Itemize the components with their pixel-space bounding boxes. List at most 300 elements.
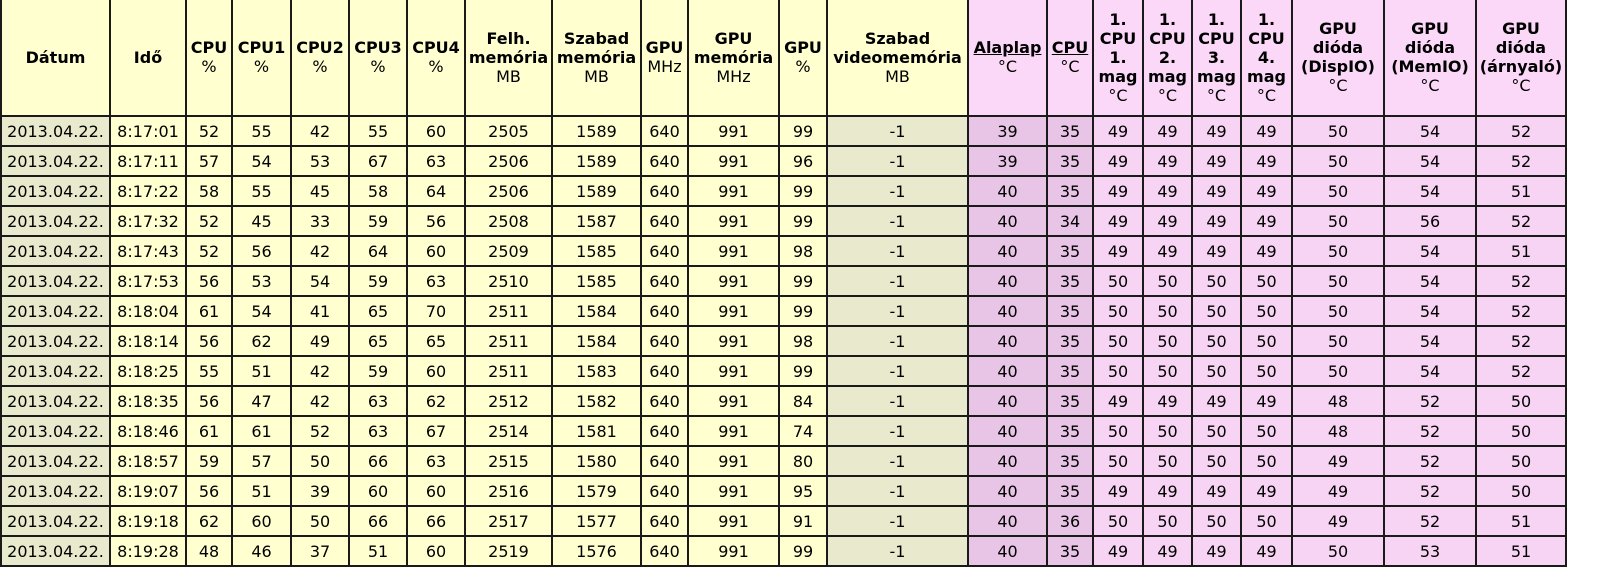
table-cell: 99 [779, 206, 827, 236]
table-cell: 640 [641, 416, 688, 446]
table-cell: 65 [349, 326, 407, 356]
table-cell: 48 [1292, 416, 1384, 446]
table-cell: 52 [1384, 506, 1476, 536]
table-cell: 991 [688, 296, 779, 326]
table-cell: 2516 [465, 476, 552, 506]
table-row [1, 206, 1566, 236]
table-row [1, 266, 1566, 296]
column-header-line: mag [1098, 66, 1138, 86]
table-cell: -1 [827, 536, 968, 566]
table-cell: 50 [1192, 506, 1241, 536]
column-header-line: Idő [133, 47, 163, 67]
table-cell: 8:18:25 [110, 356, 186, 386]
table-cell: 50 [1241, 446, 1292, 476]
table-cell: 35 [1047, 416, 1093, 446]
table-cell: 991 [688, 236, 779, 266]
table-cell: 49 [1143, 176, 1192, 206]
table-cell: -1 [827, 326, 968, 356]
table-cell: -1 [827, 266, 968, 296]
table-cell: 56 [186, 386, 232, 416]
table-cell: 54 [1384, 146, 1476, 176]
table-cell: 63 [349, 386, 407, 416]
table-cell: 52 [1476, 266, 1566, 296]
table-cell: 1583 [552, 356, 641, 386]
table-cell: 50 [1476, 446, 1566, 476]
table-cell: -1 [827, 476, 968, 506]
column-header-line: GPU [645, 38, 684, 57]
column-header-line: CPU1 [237, 38, 286, 57]
column-header [779, 0, 827, 116]
column-header-line: Szabad [563, 28, 630, 48]
column-unit: °C [1511, 76, 1531, 95]
table-cell: 50 [1093, 446, 1143, 476]
column-header-line: Dátum [25, 47, 86, 67]
table-cell: 50 [1192, 296, 1241, 326]
table-cell: 2509 [465, 236, 552, 266]
column-unit: % [253, 57, 270, 76]
column-header [641, 0, 688, 116]
table-cell: 39 [968, 146, 1047, 176]
table-cell: 51 [1476, 536, 1566, 566]
table-row [1, 446, 1566, 476]
table-cell: 49 [1192, 146, 1241, 176]
header-row [1, 0, 1566, 116]
table-cell: 50 [1143, 266, 1192, 296]
table-cell: 1585 [552, 236, 641, 266]
table-cell: 2519 [465, 536, 552, 566]
table-cell: 991 [688, 116, 779, 146]
column-header [1143, 0, 1192, 116]
table-cell: 49 [1192, 536, 1241, 566]
table-cell: 640 [641, 266, 688, 296]
table-cell: -1 [827, 386, 968, 416]
table-cell: 2013.04.22. [1, 266, 110, 296]
table-cell: 2013.04.22. [1, 326, 110, 356]
table-cell: 50 [1093, 356, 1143, 386]
column-header-line: 2. [1158, 47, 1177, 67]
column-header [1093, 0, 1143, 116]
table-cell: 49 [1143, 536, 1192, 566]
table-cell: 67 [407, 416, 465, 446]
column-header-line: memória [693, 47, 774, 67]
table-cell: 99 [779, 176, 827, 206]
table-cell: 50 [1241, 326, 1292, 356]
column-unit: °C [997, 57, 1018, 76]
table-cell: 2511 [465, 326, 552, 356]
table-cell: 2511 [465, 356, 552, 386]
table-cell: 35 [1047, 356, 1093, 386]
table-cell: 50 [1192, 416, 1241, 446]
table-cell: 2013.04.22. [1, 476, 110, 506]
table-cell: 60 [349, 476, 407, 506]
table-cell: 50 [1241, 296, 1292, 326]
table-cell: 49 [1241, 236, 1292, 266]
table-cell: 640 [641, 116, 688, 146]
table-cell: 55 [232, 116, 291, 146]
table-cell: 2013.04.22. [1, 206, 110, 236]
column-unit: MHz [647, 57, 682, 76]
column-header-line: CPU2 [296, 38, 344, 57]
table-cell: 49 [1093, 476, 1143, 506]
table-cell: 2013.04.22. [1, 386, 110, 416]
column-header-line: GPU [1411, 19, 1449, 38]
column-header [349, 0, 407, 116]
table-cell: 8:18:35 [110, 386, 186, 416]
table-cell: 42 [291, 116, 349, 146]
table-cell: -1 [827, 356, 968, 386]
table-cell: 52 [1384, 446, 1476, 476]
table-cell: 8:18:04 [110, 296, 186, 326]
table-cell: 2512 [465, 386, 552, 416]
table-cell: 96 [779, 146, 827, 176]
table-cell: 35 [1047, 326, 1093, 356]
column-header-line: mag [1148, 66, 1187, 86]
table-cell: 59 [349, 356, 407, 386]
table-cell: 640 [641, 146, 688, 176]
table-cell: 49 [1093, 116, 1143, 146]
table-cell: 53 [291, 146, 349, 176]
table-cell: 98 [779, 236, 827, 266]
table-cell: 95 [779, 476, 827, 506]
table-cell: 52 [186, 236, 232, 266]
table-cell: 2013.04.22. [1, 446, 110, 476]
column-unit: MB [885, 66, 910, 86]
table-cell: 54 [1384, 326, 1476, 356]
table-cell: 53 [1384, 536, 1476, 566]
table-cell: 35 [1047, 176, 1093, 206]
table-cell: 56 [186, 476, 232, 506]
table-cell: 54 [1384, 116, 1476, 146]
column-header [827, 0, 968, 116]
column-header-line: (DispIO) [1301, 57, 1375, 76]
column-header [1, 0, 110, 116]
table-cell: 8:17:01 [110, 116, 186, 146]
table-cell: 991 [688, 536, 779, 566]
table-cell: 35 [1047, 386, 1093, 416]
table-cell: 50 [291, 506, 349, 536]
table-cell: 49 [1292, 476, 1384, 506]
column-header-line: dióda [1495, 38, 1547, 57]
table-cell: 45 [291, 176, 349, 206]
table-cell: 33 [291, 206, 349, 236]
column-header [186, 0, 232, 116]
table-cell: 991 [688, 206, 779, 236]
table-cell: 54 [1384, 356, 1476, 386]
table-cell: 64 [349, 236, 407, 266]
table-cell: 991 [688, 356, 779, 386]
table-cell: 40 [968, 176, 1047, 206]
table-cell: -1 [827, 236, 968, 266]
table-cell: 41 [291, 296, 349, 326]
table-cell: 56 [407, 206, 465, 236]
table-cell: 59 [349, 266, 407, 296]
table-cell: 59 [349, 206, 407, 236]
table-cell: 40 [968, 506, 1047, 536]
column-header-line: CPU4 [412, 38, 460, 57]
table-cell: 37 [291, 536, 349, 566]
table-cell: 2505 [465, 116, 552, 146]
column-unit: °C [1256, 85, 1277, 105]
column-header-line: memória [556, 47, 637, 67]
column-header [1384, 0, 1476, 116]
table-cell: 50 [1241, 356, 1292, 386]
table-cell: 640 [641, 446, 688, 476]
table-cell: 50 [1292, 266, 1384, 296]
table-cell: 1577 [552, 506, 641, 536]
table-cell: 1585 [552, 266, 641, 296]
table-cell: 52 [291, 416, 349, 446]
table-cell: 640 [641, 236, 688, 266]
table-cell: 52 [1384, 416, 1476, 446]
table-cell: 50 [1143, 296, 1192, 326]
column-unit: °C [1108, 85, 1128, 105]
table-cell: 49 [1093, 206, 1143, 236]
table-cell: 2514 [465, 416, 552, 446]
column-header [968, 0, 1047, 116]
table-row [1, 146, 1566, 176]
table-cell: 50 [1143, 506, 1192, 536]
table-cell: 57 [232, 446, 291, 476]
table-cell: 50 [1241, 506, 1292, 536]
table-cell: 51 [349, 536, 407, 566]
table-cell: 1589 [552, 146, 641, 176]
table-cell: 1582 [552, 386, 641, 416]
table-cell: 50 [1292, 296, 1384, 326]
table-cell: 1589 [552, 116, 641, 146]
table-cell: 49 [1143, 476, 1192, 506]
column-header-line: CPU [1149, 28, 1186, 48]
table-cell: 49 [1192, 476, 1241, 506]
table-cell: 50 [1476, 386, 1566, 416]
column-unit: °C [1206, 85, 1227, 105]
table-cell: 53 [232, 266, 291, 296]
table-cell: 49 [1192, 116, 1241, 146]
table-cell: 2013.04.22. [1, 536, 110, 566]
column-header [688, 0, 779, 116]
table-cell: 61 [186, 416, 232, 446]
table-cell: 991 [688, 146, 779, 176]
column-header [465, 0, 552, 116]
table-cell: 991 [688, 416, 779, 446]
column-header-line: 1. [1109, 9, 1127, 29]
table-cell: 52 [186, 116, 232, 146]
table-cell: 39 [291, 476, 349, 506]
table-cell: 40 [968, 266, 1047, 296]
table-cell: 8:17:43 [110, 236, 186, 266]
table-cell: 49 [1241, 116, 1292, 146]
table-cell: 49 [1093, 386, 1143, 416]
table-cell: 84 [779, 386, 827, 416]
table-cell: 98 [779, 326, 827, 356]
table-cell: -1 [827, 146, 968, 176]
table-cell: 50 [1292, 536, 1384, 566]
table-cell: 66 [349, 446, 407, 476]
table-cell: 8:19:28 [110, 536, 186, 566]
table-cell: 2515 [465, 446, 552, 476]
table-cell: 42 [291, 356, 349, 386]
column-header-line: dióda [1404, 38, 1456, 57]
column-header-line: GPU [714, 28, 753, 48]
table-cell: 99 [779, 536, 827, 566]
table-cell: 40 [968, 326, 1047, 356]
table-cell: 64 [407, 176, 465, 206]
table-cell: 62 [407, 386, 465, 416]
table-cell: 52 [1384, 476, 1476, 506]
column-unit: % [312, 57, 328, 76]
table-cell: 50 [1241, 266, 1292, 296]
column-header-line: 4. [1257, 47, 1276, 67]
table-cell: 63 [407, 266, 465, 296]
table-cell: -1 [827, 116, 968, 146]
table-cell: 46 [232, 536, 291, 566]
table-body [1, 116, 1566, 566]
table-cell: 50 [1143, 446, 1192, 476]
table-cell: 8:17:53 [110, 266, 186, 296]
column-header-line: CPU [1248, 28, 1285, 48]
table-cell: 45 [232, 206, 291, 236]
table-cell: 62 [232, 326, 291, 356]
column-unit: °C [1420, 76, 1440, 95]
table-row [1, 386, 1566, 416]
table-cell: 50 [1192, 326, 1241, 356]
table-cell: 40 [968, 236, 1047, 266]
column-header-line: (árnyaló) [1479, 57, 1563, 76]
column-header-line: CPU [1099, 28, 1137, 48]
table-cell: 54 [232, 296, 291, 326]
table-cell: 40 [968, 446, 1047, 476]
table-cell: 40 [968, 476, 1047, 506]
column-header-line: dióda [1312, 38, 1364, 57]
table-cell: 49 [1143, 236, 1192, 266]
table-cell: 991 [688, 506, 779, 536]
table-cell: 1581 [552, 416, 641, 446]
column-unit: % [795, 57, 811, 76]
table-cell: 50 [1093, 416, 1143, 446]
table-cell: 49 [1143, 206, 1192, 236]
table-cell: 1580 [552, 446, 641, 476]
column-unit: MHz [716, 66, 751, 86]
table-cell: 8:18:57 [110, 446, 186, 476]
table-cell: 49 [1192, 386, 1241, 416]
column-header-line: Szabad [864, 28, 931, 48]
column-header-line: GPU [784, 38, 822, 57]
column-header [1476, 0, 1566, 116]
table-cell: 52 [1476, 146, 1566, 176]
table-cell: 40 [968, 536, 1047, 566]
column-header [552, 0, 641, 116]
table-cell: 99 [779, 266, 827, 296]
column-header-line: Felh. [486, 28, 531, 48]
table-cell: 58 [349, 176, 407, 206]
table-cell: 91 [779, 506, 827, 536]
column-unit: °C [1157, 85, 1178, 105]
table-row [1, 116, 1566, 146]
table-cell: 60 [407, 476, 465, 506]
table-cell: 50 [1192, 446, 1241, 476]
table-cell: 50 [1292, 176, 1384, 206]
table-cell: 8:17:22 [110, 176, 186, 206]
table-cell: -1 [827, 176, 968, 206]
column-header-line: CPU [1051, 38, 1089, 57]
table-cell: 49 [1192, 206, 1241, 236]
table-cell: 40 [968, 206, 1047, 236]
table-cell: 49 [1241, 146, 1292, 176]
table-cell: 8:17:32 [110, 206, 186, 236]
table-cell: 66 [407, 506, 465, 536]
column-header-line: memória [468, 47, 549, 67]
table-cell: 55 [349, 116, 407, 146]
column-header [1241, 0, 1292, 116]
table-cell: 640 [641, 176, 688, 206]
table-cell: 47 [232, 386, 291, 416]
table-cell: 63 [349, 416, 407, 446]
table-cell: 52 [1476, 296, 1566, 326]
column-header [407, 0, 465, 116]
table-cell: 48 [186, 536, 232, 566]
table-cell: 52 [1476, 116, 1566, 146]
column-header-line: mag [1197, 66, 1236, 86]
table-row [1, 536, 1566, 566]
table-cell: 8:19:18 [110, 506, 186, 536]
table-cell: 50 [1093, 266, 1143, 296]
table-cell: 640 [641, 206, 688, 236]
column-header-line: GPU [1319, 19, 1357, 38]
table-cell: 60 [407, 356, 465, 386]
table-cell: 50 [1143, 416, 1192, 446]
table-cell: 50 [291, 446, 349, 476]
table-cell: 51 [232, 476, 291, 506]
table-cell: 51 [1476, 176, 1566, 206]
table-cell: -1 [827, 506, 968, 536]
table-cell: 56 [232, 236, 291, 266]
table-cell: 40 [968, 296, 1047, 326]
table-row [1, 476, 1566, 506]
column-header-line: CPU [190, 38, 228, 57]
table-cell: 40 [968, 416, 1047, 446]
table-row [1, 506, 1566, 536]
table-cell: 2517 [465, 506, 552, 536]
table-cell: 99 [779, 116, 827, 146]
table-cell: 991 [688, 476, 779, 506]
table-cell: 52 [1476, 356, 1566, 386]
column-header-line: 1. [1158, 9, 1177, 29]
table-cell: 50 [1292, 236, 1384, 266]
table-cell: 59 [186, 446, 232, 476]
table-cell: 49 [1241, 176, 1292, 206]
table-cell: 65 [407, 326, 465, 356]
table-cell: 49 [1241, 386, 1292, 416]
table-row [1, 236, 1566, 266]
table-cell: 35 [1047, 446, 1093, 476]
table-row [1, 176, 1566, 206]
table-cell: 48 [1292, 386, 1384, 416]
table-row [1, 356, 1566, 386]
table-cell: 57 [186, 146, 232, 176]
column-header-line: videomemória [833, 47, 962, 67]
table-cell: 2506 [465, 146, 552, 176]
table-cell: 67 [349, 146, 407, 176]
table-cell: 60 [407, 536, 465, 566]
table-cell: 8:19:07 [110, 476, 186, 506]
column-unit: MB [584, 66, 609, 86]
table-cell: 49 [1093, 536, 1143, 566]
table-cell: 2510 [465, 266, 552, 296]
table-cell: 49 [1292, 506, 1384, 536]
table-cell: 50 [1093, 296, 1143, 326]
column-unit: °C [1328, 76, 1348, 95]
table-cell: 70 [407, 296, 465, 326]
table-cell: 49 [1093, 146, 1143, 176]
